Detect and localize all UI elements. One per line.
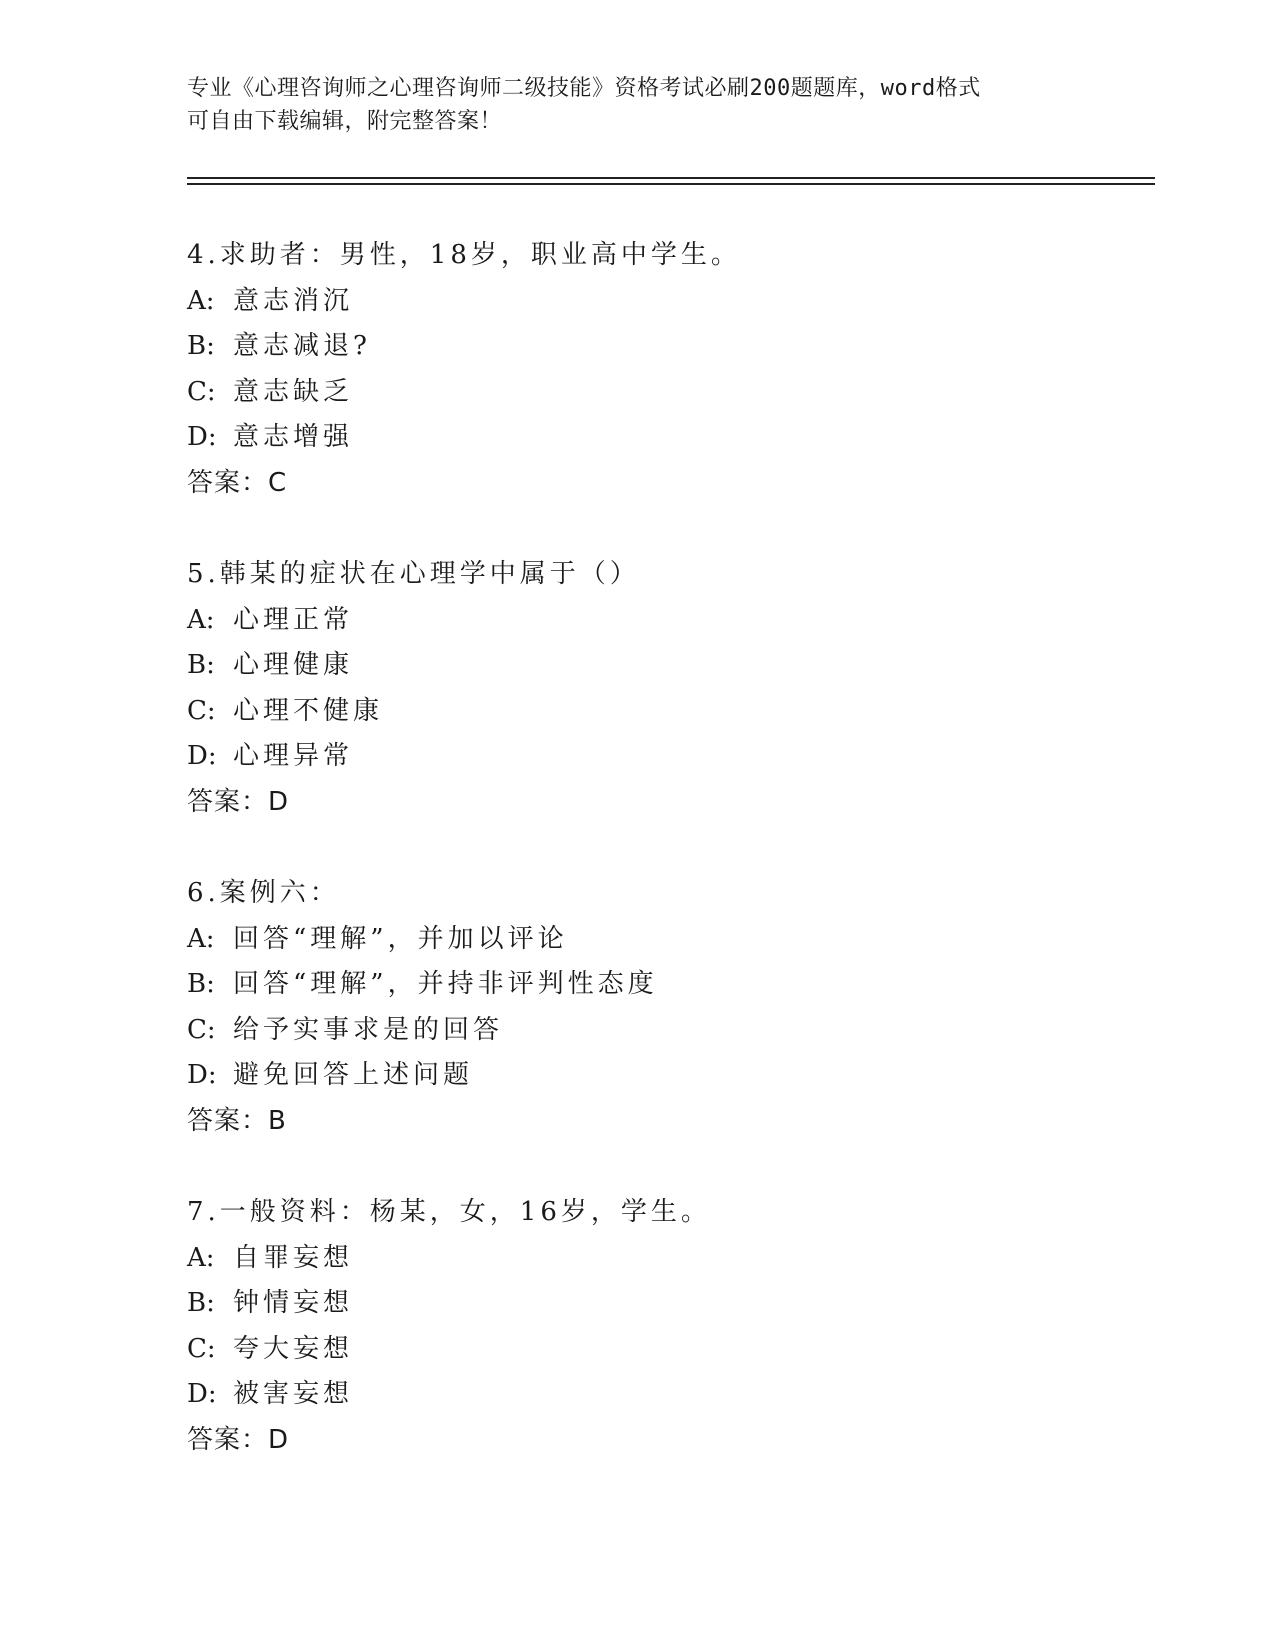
option-c [187, 1008, 1147, 1054]
answer-line: 答案：B [187, 1105, 287, 1136]
question-item [187, 233, 1147, 506]
question-item [187, 1190, 1147, 1463]
option-key: A: [187, 604, 215, 635]
document-header [187, 72, 1087, 138]
question-stem: 7.一般资料：杨某，女，16岁，学生。 [187, 1197, 711, 1227]
option-key: B: [187, 650, 215, 680]
option-text: 避免回答上述问题 [233, 1060, 474, 1090]
option-key: B: [187, 331, 215, 361]
option-key: D: [187, 1379, 217, 1409]
answer-line: 答案：C [187, 467, 288, 498]
question-stem: 5.韩某的症状在心理学中属于（） [187, 559, 640, 589]
option-a [187, 917, 1147, 963]
option-text: 心理正常 [233, 604, 354, 635]
option-key: C: [187, 376, 216, 407]
option-b [187, 324, 1147, 370]
option-text: 被害妄想 [233, 1379, 354, 1409]
option-text: 意志减退? [233, 331, 371, 361]
option-key: A: [187, 1242, 215, 1273]
option-text: 回答“理解”，并加以评论 [233, 923, 568, 954]
header-divider-top [187, 177, 1155, 179]
option-text: 给予实事求是的回答 [233, 1014, 504, 1045]
question-stem: 4.求助者：男性，18岁，职业高中学生。 [187, 240, 741, 270]
header-line-2: 可自由下载编辑，附完整答案！ [187, 109, 503, 134]
option-key: B: [187, 969, 215, 999]
option-key: A: [187, 923, 215, 954]
option-b [187, 962, 1147, 1008]
option-key: D: [187, 741, 217, 771]
option-text: 钟情妄想 [233, 1288, 354, 1318]
option-text: 回答“理解”，并持非评判性态度 [233, 969, 658, 999]
option-key: C: [187, 1333, 216, 1364]
option-text: 意志增强 [233, 422, 354, 452]
option-c [187, 1327, 1147, 1373]
option-key: A: [187, 285, 215, 316]
option-a [187, 1236, 1147, 1282]
option-text: 自罪妄想 [233, 1242, 354, 1273]
option-d [187, 1053, 1147, 1099]
question-stem: 6.案例六： [187, 878, 340, 908]
option-text: 意志消沉 [233, 285, 354, 316]
option-key: D: [187, 422, 217, 452]
option-text: 夸大妄想 [233, 1333, 354, 1364]
option-text: 心理健康 [233, 650, 354, 680]
answer-line: 答案：D [187, 786, 290, 817]
option-a [187, 598, 1147, 644]
question-list [187, 233, 1147, 1509]
option-key: B: [187, 1288, 215, 1318]
header-line-1: 专业《心理咨询师之心理咨询师二级技能》资格考试必刷200题题库，word格式 [187, 76, 981, 101]
option-d [187, 734, 1147, 780]
header-divider-bottom [187, 183, 1155, 185]
question-item [187, 871, 1147, 1144]
option-key: D: [187, 1060, 217, 1090]
answer-line: 答案：D [187, 1424, 290, 1455]
option-b [187, 1281, 1147, 1327]
option-d [187, 415, 1147, 461]
option-b [187, 643, 1147, 689]
option-key: C: [187, 695, 216, 726]
option-text: 心理不健康 [233, 695, 384, 726]
option-c [187, 689, 1147, 735]
option-key: C: [187, 1014, 216, 1045]
option-text: 意志缺乏 [233, 376, 354, 407]
option-a [187, 279, 1147, 325]
option-c [187, 370, 1147, 416]
option-d [187, 1372, 1147, 1418]
question-item [187, 552, 1147, 825]
option-text: 心理异常 [233, 741, 354, 771]
